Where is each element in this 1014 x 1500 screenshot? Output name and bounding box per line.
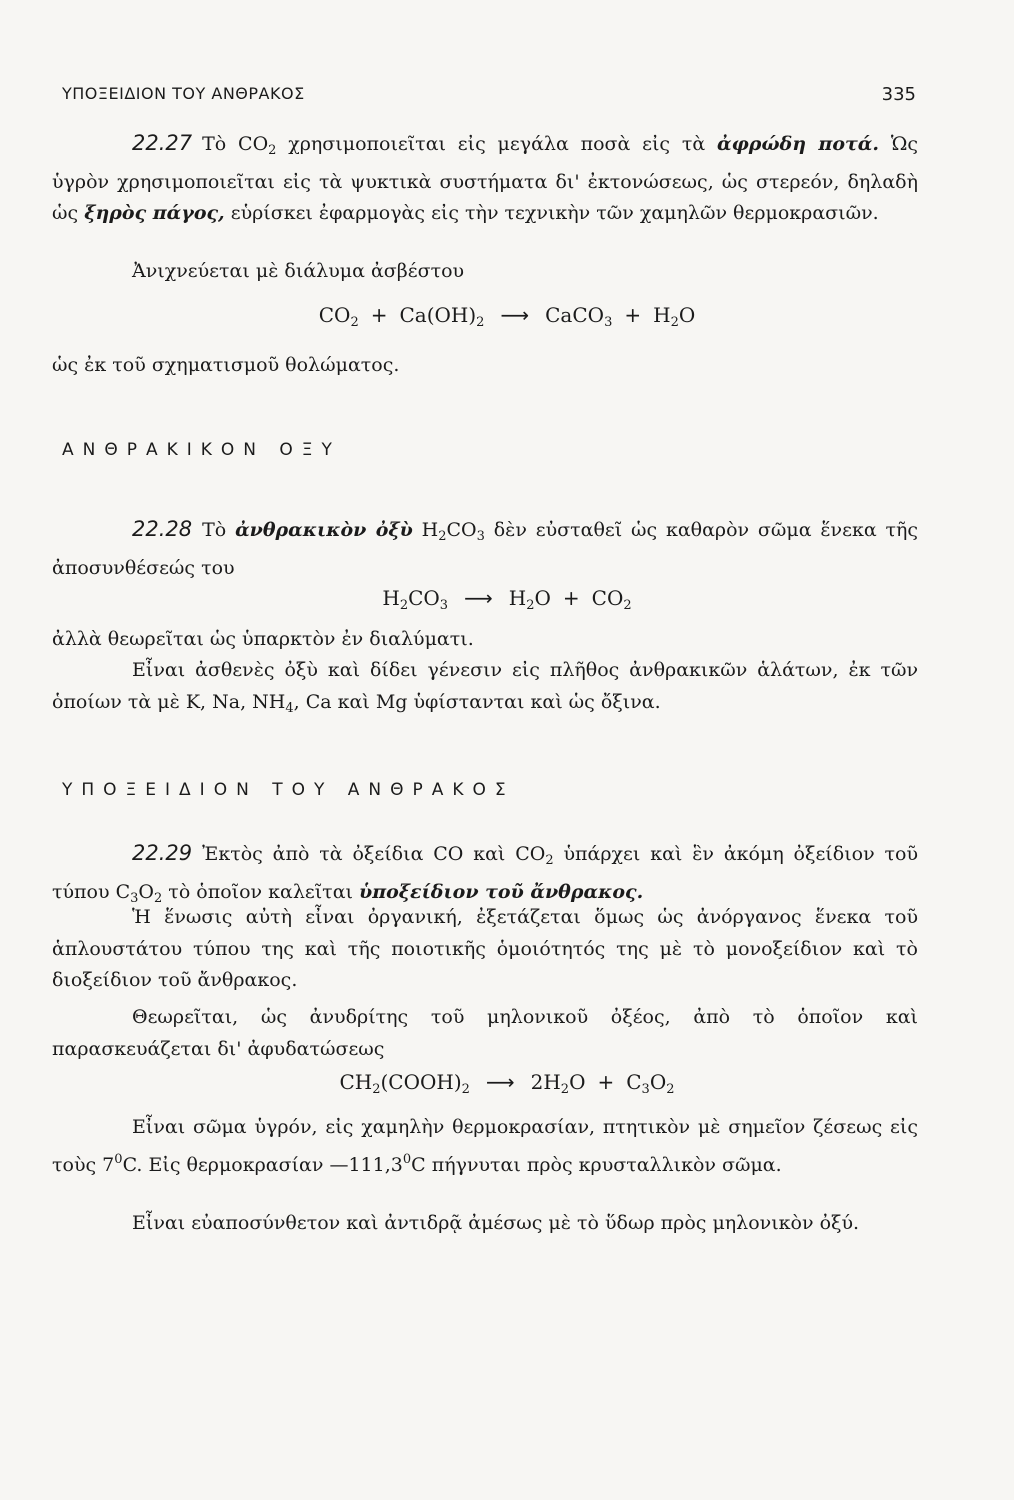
section-22-29-paragraph-1: 22.29 Ἐκτὸς ἀπὸ τὰ ὀξείδια CO καὶ $CO_2$ ὑπάρχει καὶ ἓν ἀκόμη ὀξείδιον τοῦ τύπου $C_3O_2$ τὸ ὁποῖον καλεῖται ὑποξείδιον τοῦ ἄνθρακος. [52, 841, 918, 906]
emphasis-term: ὑποξείδιον τοῦ ἄνθρακος. [359, 880, 644, 903]
section-22-27-paragraph-2: Ἀνιχνεύεται μὲ διάλυμα ἀσβέστου [132, 260, 465, 282]
section-22-29-paragraph-2: Ἡ ἕνωσις αὐτὴ εἶναι ὀργανική, ἐξετάζεται ὅμως ὡς ἀνόργανος ἕνεκα τοῦ ἁπλουστάτου τύπου της καὶ τῆς ποιοτικῆς ὁμοιότητός της μὲ τὸ μονοξείδιον καὶ τὸ διοξείδιον τοῦ ἄνθρακος. [52, 906, 918, 991]
equation-3: $CH_2(COOH)_2$ ⟶ $2H_2O + C_3O_2$ [339, 1070, 675, 1097]
emphasis-term: ξηρὸς πάγος, [84, 202, 225, 224]
section-22-28-paragraph-1: 22.28 Τὸ ἀνθρακικὸν ὀξὺ $H_2CO_3$ δὲν εὐσταθεῖ ὡς καθαρὸν σῶμα ἕνεκα τῆς ἀποσυνθέσεώς του [52, 517, 919, 579]
section-22-28-paragraph-2: ἀλλὰ θεωρεῖται ὡς ὑπαρκτὸν ἐν διαλύματι. [52, 628, 474, 650]
equation-2: $H_2CO_3$ ⟶ $H_2O + CO_2$ [382, 586, 632, 613]
section-number: 22.28 [132, 517, 193, 541]
section-22-27-paragraph-3: ὡς ἐκ τοῦ σχηματισμοῦ θολώματος. [52, 354, 400, 376]
emphasis-term: ἀνθρακικὸν ὀξὺ [235, 519, 413, 541]
section-22-29-paragraph-5: Εἶναι εὐαποσύνθετον καὶ ἀντιδρᾷ ἀμέσως μὲ τὸ ὕδωρ πρὸς μηλονικὸν ὀξύ. [132, 1212, 860, 1234]
reaction-arrow-icon: ⟶ [500, 303, 530, 327]
equation-1: $CO_2 + Ca(OH)_2$ ⟶ CaCO$_3$ + $H_2O$ [318, 303, 696, 330]
section-22-27-paragraph-1: 22.27 Τὸ $CO_2$ χρησιμοποιεῖται εἰς μεγάλα ποσὰ εἰς τὰ ἀφρώδη ποτά. Ὡς ὑγρὸν χρησιμοποιεῖται εἰς τὰ ψυκτικὰ συστήματα δι' ἐκτονώσεως, ὡς στερεόν, δηλαδὴ ὡς ξηρὸς πάγος, εὑρίσκει ἐφαρμογὰς εἰς τὴν τεχνικὴν τῶν χαμηλῶν θερμοκρασιῶν. [52, 131, 918, 224]
reaction-arrow-icon: ⟶ [485, 1070, 515, 1094]
section-number: 22.29 [132, 841, 193, 865]
section-22-29-paragraph-3: Θεωρεῖται, ὡς ἀνυδρίτης τοῦ μηλονικοῦ ὀξέος, ἀπὸ τὸ ὁποῖον καὶ παρασκευάζεται δι' ἀφυδατώσεως [52, 1006, 918, 1060]
section-heading-carbon-suboxide: ΥΠΟΞΕΙΔΙΟΝ ΤΟΥ ΑΝΘΡΑΚΟΣ [62, 780, 515, 800]
section-number: 22.27 [132, 131, 193, 155]
emphasis-term: ἀφρώδη ποτά. [717, 133, 880, 155]
section-22-28-paragraph-3: Εἶναι ἀσθενὲς ὀξὺ καὶ δίδει γένεσιν εἰς πλῆθος ἀνθρακικῶν ἁλάτων, ἐκ τῶν ὁποίων τὰ μὲ K, Na, $NH_4$, Ca καὶ Mg ὑφίστανται καὶ ὡς ὄξινα. [52, 659, 918, 716]
section-22-29-paragraph-4: Εἶναι σῶμα ὑγρόν, εἰς χαμηλὴν θερμοκρασίαν, πτητικὸν μὲ σημεῖον ζέσεως εἰς τοὺς $7^0C$. Εἰς θερμοκρασίαν —111,3$^0$C πήγνυται πρὸς κρυσταλλικὸν σῶμα. [52, 1116, 918, 1176]
reaction-arrow-icon: ⟶ [464, 586, 493, 610]
running-head: ΥΠΟΞΕΙΔΙΟΝ ΤΟΥ ΑΝΘΡΑΚΟΣ [62, 84, 305, 103]
page-number: 335 [881, 84, 916, 105]
section-heading-carbonic-acid: ΑΝΘΡΑΚΙΚΟΝ ΟΞΥ [62, 440, 341, 460]
